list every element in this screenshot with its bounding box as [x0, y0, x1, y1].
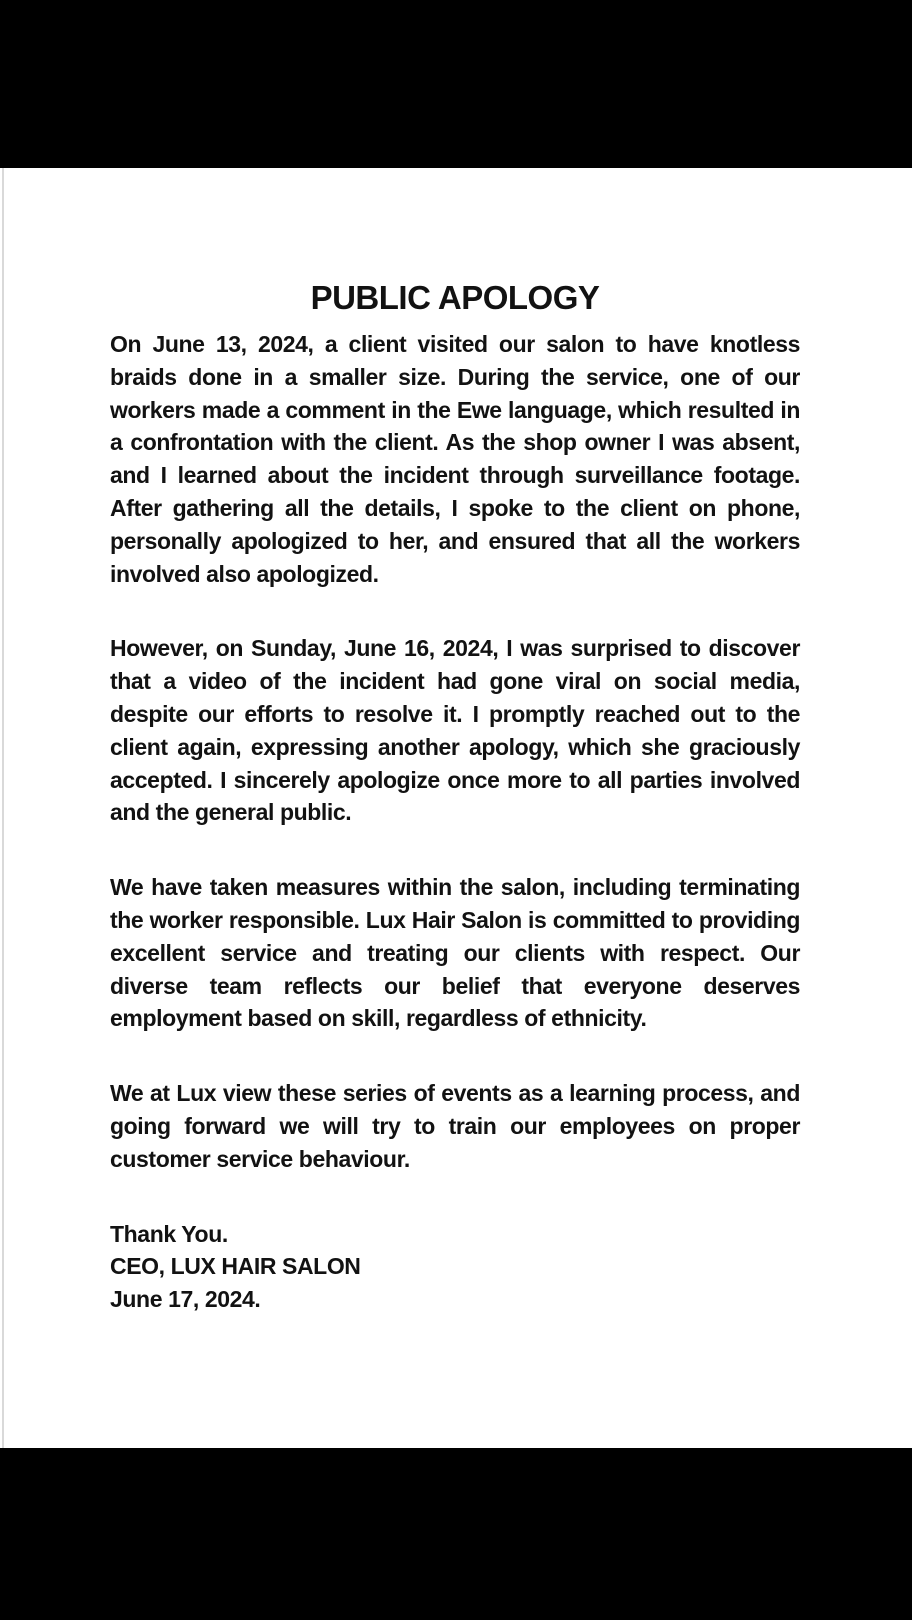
closing-signature: CEO, LUX HAIR SALON	[110, 1253, 361, 1280]
closing-thanks: Thank You.	[110, 1220, 228, 1247]
left-edge-artifact	[2, 168, 4, 1448]
letter-paragraph-measures: We have taken measures within the salon, including terminating the worker responsible. Lux Hair Salon is committed to providing excellent service and treating our clients with respect. Our diverse team reflects our belief that everyone deserves employment based on skill, regardless of ethnicity.	[110, 874, 800, 1032]
bottom-letterbox-bar	[0, 1448, 912, 1620]
closing-date: June 17, 2024.	[110, 1286, 261, 1313]
letter-title: PUBLIC APOLOGY	[310, 279, 600, 316]
letter-paragraph-viral-video: However, on Sunday, June 16, 2024, I was surprised to discover that a video of the incident had gone viral on social media, despite our efforts to resolve it. I promptly reached out to the client again, expressing another apology, which she graciously accepted. I sincerely apologize once more to all parties involved and the general public.	[110, 635, 800, 826]
letter-content	[0, 168, 912, 1316]
apology-letter-document	[0, 168, 912, 1448]
letter-closing-block	[110, 1218, 800, 1316]
top-letterbox-bar	[0, 0, 912, 168]
letter-paragraph-incident: On June 13, 2024, a client visited our salon to have knotless braids done in a smaller size. During the service, one of our workers made a comment in the Ewe language, which resulted in a confrontation with the client. As the shop owner I was absent, and I learned about the incident through surveillance footage. After gathering all the details, I spoke to the client on phone, personally apologized to her, and ensured that all the workers involved also apologized.	[110, 331, 800, 587]
letter-paragraph-learning: We at Lux view these series of events as a learning process, and going forward we will try to train our employees on proper customer service behaviour.	[110, 1080, 800, 1172]
